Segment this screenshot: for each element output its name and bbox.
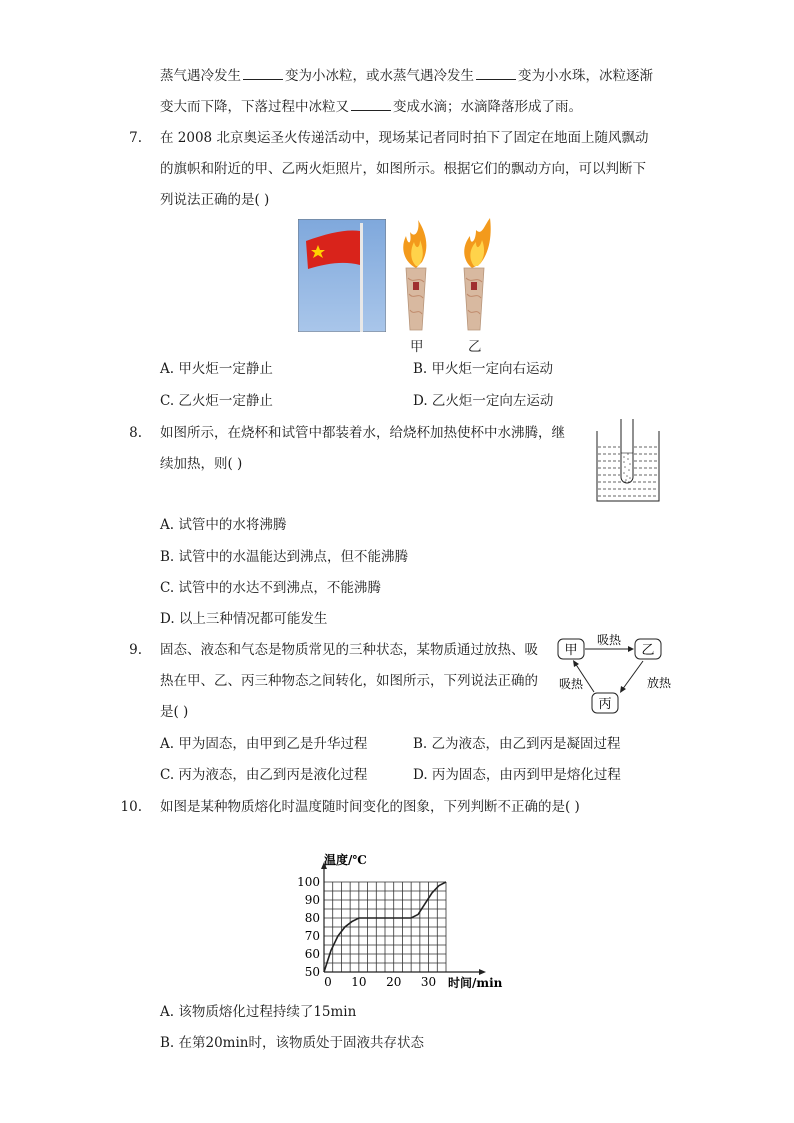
x-axis-arrow-icon (479, 969, 486, 975)
y-tick-label: 60 (304, 947, 320, 961)
y-tick-label: 90 (304, 893, 320, 907)
question-number: 9. (129, 642, 142, 658)
y-tick-label: 70 (304, 929, 320, 943)
beaker-testtube-diagram (595, 417, 661, 503)
q6-text: 蒸气遇冷发生 (160, 68, 241, 84)
q7-option-a[interactable]: A. 甲火炬一定静止 (160, 361, 273, 377)
state-change-diagram (555, 632, 690, 716)
torch-jia-image (396, 218, 436, 332)
flag-photo (298, 219, 386, 332)
q8-option-c[interactable]: C. 试管中的水达不到沸点，不能沸腾 (160, 580, 381, 596)
q6-text: 变为小冰粒，或水蒸气遇冷发生 (285, 68, 474, 84)
q8-option-a[interactable]: A. 试管中的水将沸腾 (160, 517, 287, 533)
q7-text-line2: 的旗帜和附近的甲、乙两火炬照片，如图所示。根据它们的飘动方向，可以判断下 (160, 161, 646, 177)
q6-text: 变为小水珠，冰粒逐渐 (518, 68, 653, 84)
question-number: 8. (129, 425, 142, 441)
x-tick-label: 20 (386, 975, 402, 989)
answer-blank[interactable] (476, 66, 516, 80)
q6-line2 (160, 97, 582, 117)
arrow-head-icon (573, 660, 579, 667)
q8-text-line1: 如图所示，在烧杯和试管中都装着水，给烧杯加热使杯中水沸腾，继 (160, 425, 565, 441)
torch-yi-image (454, 216, 494, 332)
q6-line1 (160, 66, 653, 86)
q9-text-line3: 是( ) (160, 704, 189, 720)
arrow-top-label: 吸热 (596, 633, 622, 647)
y-tick-label: 80 (304, 911, 320, 925)
arrow-right-label: 放热 (646, 676, 672, 690)
torch-yi-label: 乙 (468, 339, 482, 355)
q7-option-b[interactable]: B. 甲火炬一定向右运动 (413, 361, 554, 377)
test-tube (621, 419, 633, 483)
question-number: 7. (129, 130, 142, 146)
q8-option-d[interactable]: D. 以上三种情况都可能发生 (160, 611, 328, 627)
q9-text-line1: 固态、液态和气态是物质常见的三种状态，某物质通过放热、吸 (160, 642, 538, 658)
arrow-head-icon (628, 646, 634, 652)
y-tick-label: 100 (297, 875, 320, 889)
question-number: 10. (120, 799, 142, 815)
q9-option-b[interactable]: B. 乙为液态，由乙到丙是凝固过程 (413, 736, 621, 752)
q7-text-line3: 列说法正确的是( ) (160, 192, 270, 208)
q7-text-line1: 在 2008 北京奥运圣火传递活动中，现场某记者同时拍下了固定在地面上随风飘动 (160, 130, 649, 146)
flagpole (360, 223, 363, 332)
q9-option-d[interactable]: D. 丙为固态，由丙到甲是熔化过程 (413, 767, 621, 783)
melting-curve-chart (290, 850, 505, 990)
node-jia-label: 甲 (564, 643, 578, 658)
x-tick-label: 10 (351, 975, 367, 989)
q7-option-c[interactable]: C. 乙火炬一定静止 (160, 393, 273, 409)
chart-ylabel: 温度/℃ (324, 853, 367, 867)
q6-text: 变成水滴；水滴降落形成了雨。 (393, 99, 582, 115)
answer-blank[interactable] (243, 66, 283, 80)
q8-text-line2: 续加热，则( ) (160, 456, 243, 472)
arrow-head-icon (620, 686, 626, 693)
node-yi-label: 乙 (641, 643, 655, 658)
q9-text-line2: 热在甲、乙、丙三种物态之间转化，如图所示，下列说法正确的 (160, 673, 538, 689)
q9-option-c[interactable]: C. 丙为液态，由乙到丙是液化过程 (160, 767, 368, 783)
y-tick-label: 50 (304, 965, 320, 979)
x-tick-label: 0 (324, 975, 332, 989)
q6-text: 变大而下降，下落过程中冰粒又 (160, 99, 349, 115)
answer-blank[interactable] (351, 97, 391, 111)
torch-jia-label: 甲 (410, 339, 424, 355)
x-tick-label: 30 (420, 975, 437, 989)
q9-option-a[interactable]: A. 甲为固态，由甲到乙是升华过程 (160, 736, 368, 752)
q7-option-d[interactable]: D. 乙火炬一定向左运动 (413, 393, 554, 409)
node-bing-label: 丙 (598, 697, 612, 712)
q10-option-b[interactable]: B. 在第20min时，该物质处于固液共存状态 (160, 1035, 424, 1051)
chart-grid (324, 882, 446, 972)
q10-option-a[interactable]: A. 该物质熔化过程持续了15min (160, 1004, 357, 1020)
chart-xlabel: 时间/min (448, 976, 503, 990)
q10-text-line1: 如图是某种物质熔化时温度随时间变化的图象，下列判断不正确的是( ) (160, 799, 580, 815)
q8-option-b[interactable]: B. 试管中的水温能达到沸点，但不能沸腾 (160, 549, 409, 565)
arrow-left-label: 吸热 (558, 677, 584, 691)
